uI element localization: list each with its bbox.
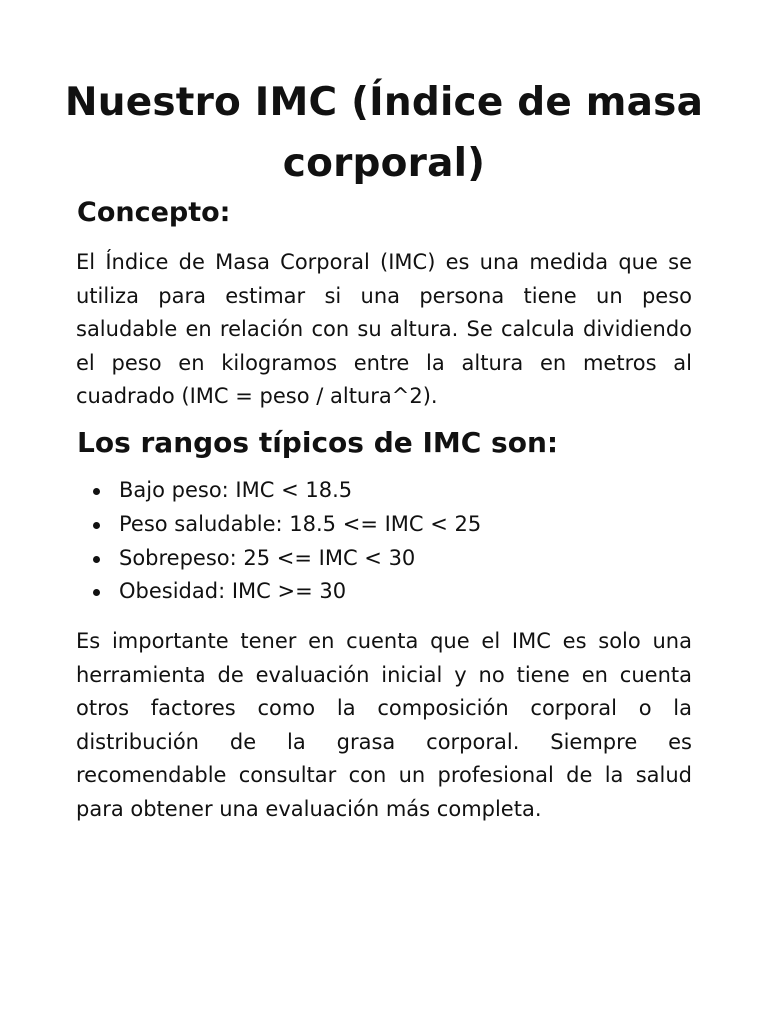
page-title: Nuestro IMC (Índice de masa corporal) [64,80,704,186]
list-item [90,575,481,609]
bullet-icon [93,522,100,529]
concept-paragraph: El Índice de Masa Corporal (IMC) es una medida que se utiliza para estimar si una persona tiene un peso saludable en relación con su altura. Se calcula dividiendo el peso en kilogramos entre la altura en metros al cuadrado (IMC = peso / altura^2). [76,250,692,409]
list-item [90,542,481,576]
list-item [90,508,481,542]
list-item-text: Peso saludable: 18.5 <= IMC < 25 [119,511,482,536]
bullet-icon [93,589,100,596]
list-item-text: Bajo peso: IMC < 18.5 [119,478,353,502]
list-item-text: Obesidad: IMC >= 30 [119,579,347,604]
ranges-heading: Los rangos típicos de IMC son: [77,426,559,459]
list-item-text: Sobrepeso: 25 <= IMC < 30 [119,545,416,570]
bullet-icon [93,556,100,563]
bmi-ranges-list [90,474,481,609]
note-paragraph: Es importante tener en cuenta que el IMC es solo una herramienta de evaluación inicial y no tiene en cuenta otros factores como la composición corporal o la distribución de la grasa corporal. Siempre es recomendable consultar con un profesional de la salud para obtener una evaluación más completa. [76,629,692,821]
bullet-icon [93,488,100,495]
concept-heading: Concepto: [77,197,231,228]
list-item [90,474,481,508]
